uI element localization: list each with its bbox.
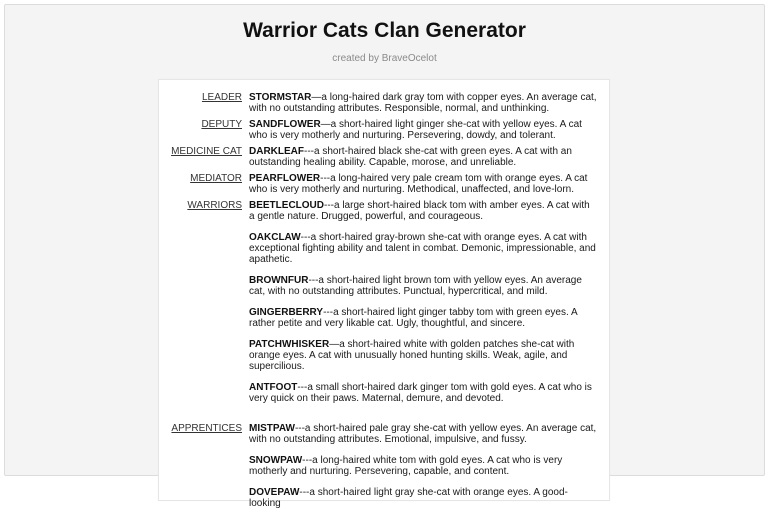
cat-entry <box>249 339 597 372</box>
cat-description: ---a short-haired light gray she-cat with orange eyes. A good-looking <box>249 487 568 509</box>
cat-entry <box>249 232 597 265</box>
cat-entry <box>249 455 597 477</box>
section-mediator <box>159 173 609 200</box>
cat-description: —a short-haired light ginger she-cat with yellow eyes. A cat who is very motherly and nurturing. Persevering, dowdy, and tolerant. <box>249 119 582 141</box>
rank-label-deputy[interactable]: DEPUTY <box>201 119 242 130</box>
cat-description: ---a long-haired very pale cream tom with orange eyes. A cat who is very motherly and nurturing. Methodical, unaffected, and love-lorn. <box>249 173 588 195</box>
rank-label-medicine-cat[interactable]: MEDICINE CAT <box>171 146 242 157</box>
cat-entry <box>249 173 597 195</box>
cat-description: ---a short-haired gray-brown she-cat with orange eyes. A cat with exceptional fighting ability and talent in combat. Demonic, impressionable, and apathetic. <box>249 232 596 265</box>
rank-label-mediator[interactable]: MEDIATOR <box>190 173 242 184</box>
cat-name: BROWNFUR <box>249 275 309 286</box>
cat-name: SNOWPAW <box>249 455 303 466</box>
section-apprentices <box>159 423 609 514</box>
author-credit: created by BraveOcelot <box>332 53 437 64</box>
cat-name: GINGERBERRY <box>249 307 324 318</box>
rank-label-apprentices[interactable]: APPRENTICES <box>171 423 242 434</box>
cat-name: MISTPAW <box>249 423 295 434</box>
cat-entry <box>249 275 597 297</box>
cat-name: STORMSTAR <box>249 92 312 103</box>
cat-description: —a short-haired white with golden patches she-cat with orange eyes. A cat with unusually honed hunting skills. Weak, agile, and supercilious. <box>249 339 575 372</box>
page-viewport <box>4 4 765 509</box>
cat-name: PATCHWHISKER <box>249 339 330 350</box>
cat-description: ---a short-haired light ginger tabby tom with green eyes. A rather petite and very likable cat. Ugly, thoughtful, and sincere. <box>249 307 578 329</box>
cat-description: ---a long-haired white tom with gold eyes. A cat who is very motherly and nurturing. Persevering, capable, and content. <box>249 455 563 477</box>
cat-description: ---a short-haired pale gray she-cat with yellow eyes. An average cat, with no outstanding attributes. Emotional, impulsive, and fussy. <box>249 423 597 445</box>
cat-name: OAKCLAW <box>249 232 301 243</box>
rank-label-warriors[interactable]: WARRIORS <box>187 200 242 211</box>
cat-description: ---a large short-haired black tom with amber eyes. A cat with a gentle nature. Drugged, powerful, and courageous. <box>249 200 590 222</box>
page-title: Warrior Cats Clan Generator <box>243 19 526 42</box>
cat-entry <box>249 119 597 141</box>
section-medicine-cat <box>159 146 609 173</box>
cat-description: ---a short-haired black she-cat with green eyes. A cat with an outstanding healing ability. Capable, morose, and unreliable. <box>249 146 572 168</box>
cat-entry <box>249 200 597 222</box>
cat-description: ---a short-haired light brown tom with yellow eyes. An average cat, with no outstanding attributes. Punctual, hypercritical, and mild. <box>249 275 582 297</box>
cat-name: BEETLECLOUD <box>249 200 324 211</box>
section-deputy <box>159 119 609 146</box>
cat-entry <box>249 382 597 404</box>
cat-entry <box>249 487 597 509</box>
cat-name: DARKLEAF <box>249 146 304 157</box>
cat-name: ANTFOOT <box>249 382 298 393</box>
section-leader <box>159 92 609 119</box>
section-warriors <box>159 200 609 409</box>
cat-entry <box>249 423 597 445</box>
cat-description: ---a small short-haired dark ginger tom with gold eyes. A cat who is very quick on their paws. Maternal, demure, and devoted. <box>249 382 592 404</box>
clan-list-card <box>158 79 610 509</box>
cat-name: PEARFLOWER <box>249 173 321 184</box>
cat-name: SANDFLOWER <box>249 119 321 130</box>
rank-label-leader[interactable]: LEADER <box>201 92 242 103</box>
cat-entry <box>249 307 597 329</box>
cat-entry <box>249 146 597 168</box>
cat-name: DOVEPAW <box>249 487 300 498</box>
cat-entry <box>249 92 597 114</box>
cat-description: —a long-haired dark gray tom with copper eyes. An average cat, with no outstanding attributes. Responsible, normal, and unthinking. <box>249 92 597 114</box>
